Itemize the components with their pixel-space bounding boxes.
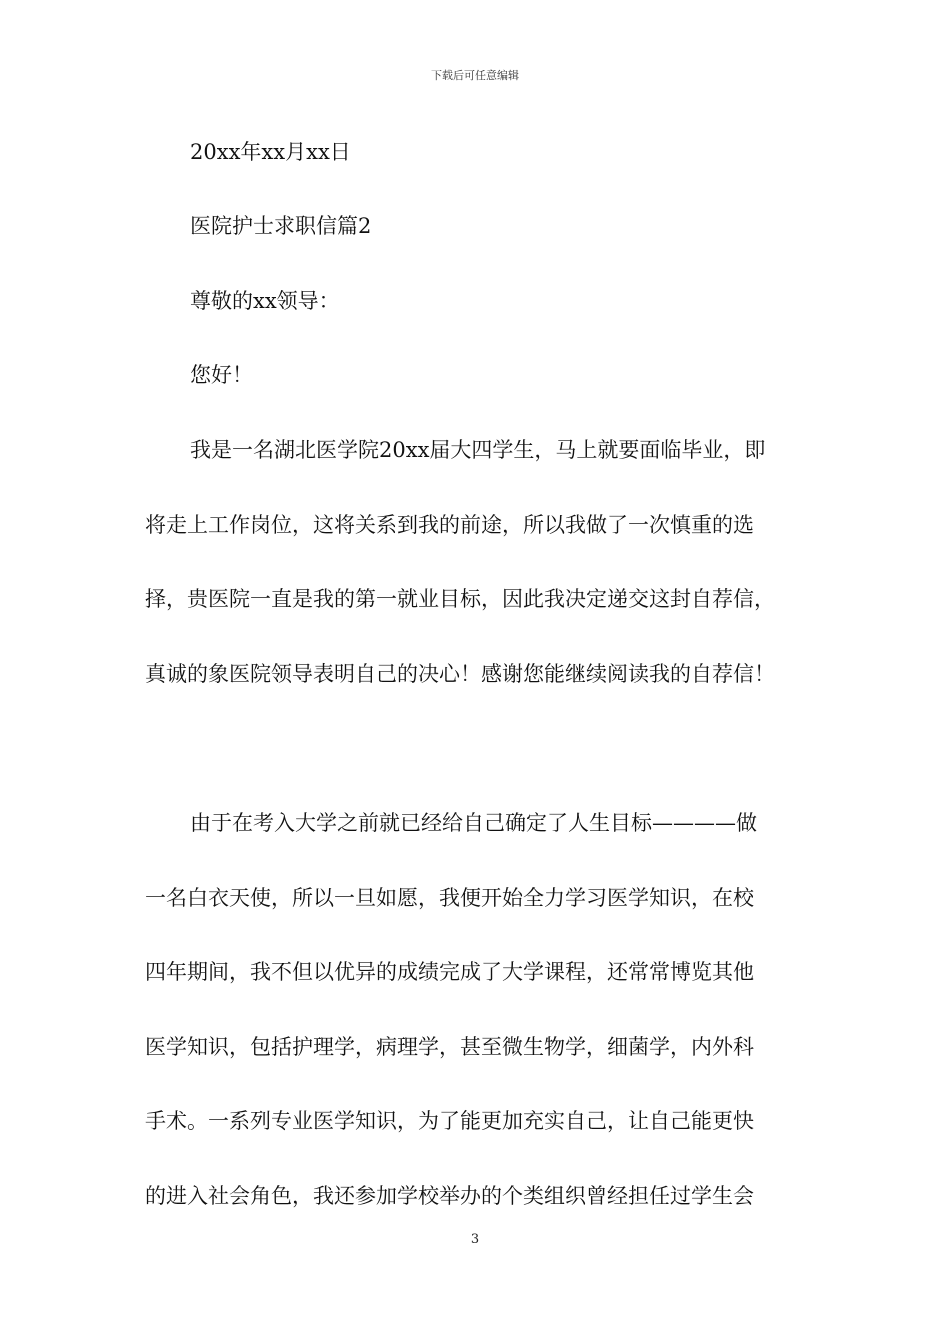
paragraph-2-line: 的进入社会角色，我还参加学校举办的个类组织曾经担任过学生会 [145, 1184, 754, 1208]
letter-date: 20xx年xx月xx日 [190, 140, 351, 164]
paragraph-1-line: 我是一名湖北医学院20xx届大四学生，马上就要面临毕业，即 [190, 438, 766, 462]
paragraph-2-line: 手术。一系列专业医学知识，为了能更加充实自己，让自己能更快 [145, 1109, 754, 1133]
page-number: 3 [470, 1232, 480, 1247]
paragraph-2-line: 由于在考入大学之前就已经给自己确定了人生目标————做 [190, 811, 757, 835]
greeting: 您好！ [190, 363, 253, 387]
paragraph-1-line: 真诚的象医院领导表明自己的决心！感谢您能继续阅读我的自荐信！ [145, 662, 775, 686]
paragraph-2-line: 医学知识，包括护理学，病理学，甚至微生物学，细菌学，内外科 [145, 1035, 754, 1059]
paragraph-2-line: 一名白衣天使，所以一旦如愿，我便开始全力学习医学知识，在校 [145, 886, 754, 910]
section-title: 医院护士求职信篇2 [190, 214, 372, 238]
header-note: 下载后可任意编辑 [431, 69, 519, 82]
salutation: 尊敬的xx领导： [190, 289, 340, 313]
paragraph-1-line: 择，贵医院一直是我的第一就业目标，因此我决定递交这封自荐信， [145, 587, 775, 611]
paragraph-1-line: 将走上工作岗位，这将关系到我的前途，所以我做了一次慎重的选 [145, 513, 754, 537]
paragraph-2-line: 四年期间，我不但以优异的成绩完成了大学课程，还常常博览其他 [145, 960, 754, 984]
